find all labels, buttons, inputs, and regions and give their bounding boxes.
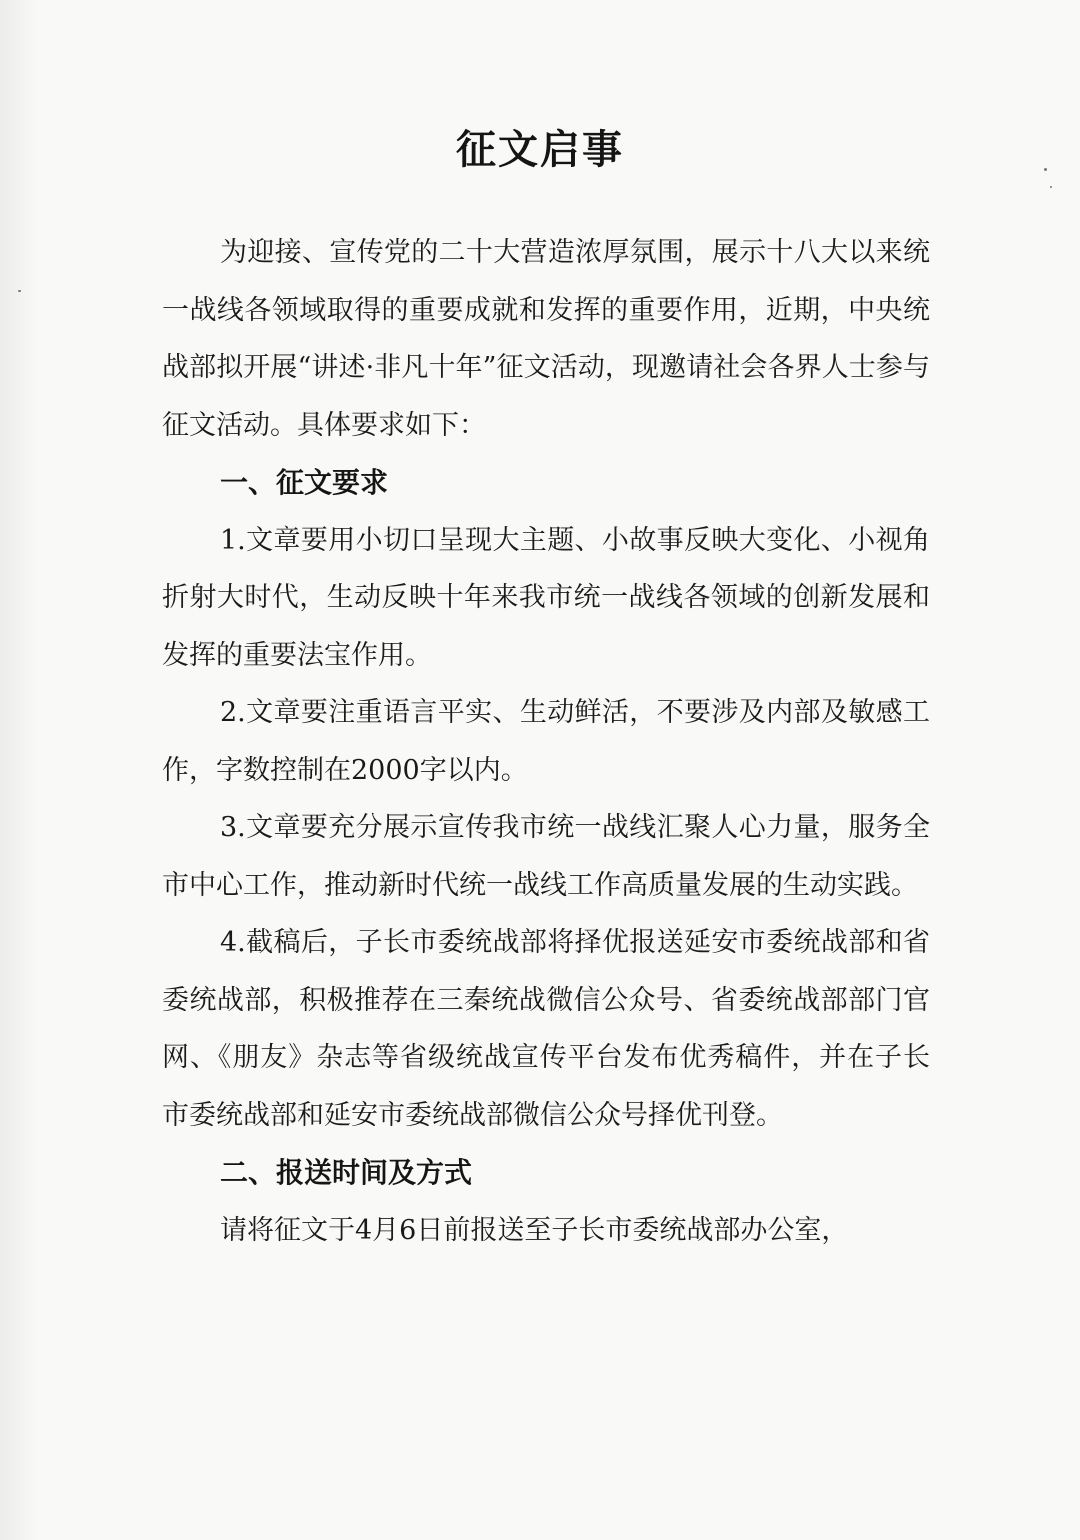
intro-paragraph: 为迎接、宣传党的二十大营造浓厚氛围，展示十八大以来统一战线各领域取得的重要成就和发挥的重要作用，近期，中央统战部拟开展“讲述·非凡十年”征文活动，现邀请社会各界人士参与征文活动。具体要求如下： bbox=[162, 237, 930, 441]
scan-speck bbox=[1050, 186, 1052, 188]
requirement-item-3: 3.文章要充分展示宣传我市统一战线汇聚人心力量，服务全市中心工作，推动新时代统一战线工作高质量发展的生动实践。 bbox=[162, 812, 930, 901]
scan-speck bbox=[18, 290, 21, 292]
submission-paragraph: 请将征文于4月6日前报送至子长市委统战部办公室， bbox=[220, 1214, 849, 1246]
section-heading-requirements: 一、征文要求 bbox=[220, 466, 389, 499]
document-title: 征文启事 bbox=[456, 127, 624, 173]
requirement-item-4: 4.截稿后，子长市委统战部将择优报送延安市委统战部和省委统战部，积极推荐在三秦统战微信公众号、省委统战部部门官网、《朋友》杂志等省级统战宣传平台发布优秀稿件，并在子长市委统战部和延安市委统战部微信公众号择优刊登。 bbox=[162, 927, 930, 1131]
document-body bbox=[162, 224, 930, 1259]
requirement-item-1: 1.文章要用小切口呈现大主题、小故事反映大变化、小视角折射大时代，生动反映十年来我市统一战线各领域的创新发展和发挥的重要法宝作用。 bbox=[162, 524, 930, 671]
section-heading-submission: 二、报送时间及方式 bbox=[220, 1156, 473, 1189]
scan-edge-shadow bbox=[0, 0, 40, 1540]
requirement-item-2: 2.文章要注重语言平实、生动鲜活，不要涉及内部及敏感工作，字数控制在2000字以内。 bbox=[162, 697, 930, 786]
